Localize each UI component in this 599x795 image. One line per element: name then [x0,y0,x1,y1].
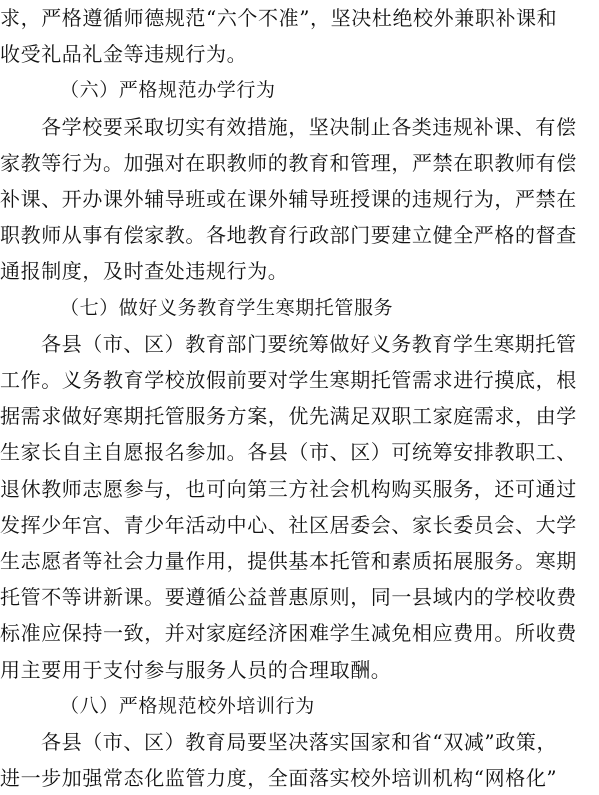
paragraph-line: 据需求做好寒期托管服务方案，优先满足双职工家庭需求，由学 [0,404,577,429]
paragraph-line: 标准应保持一致，并对家庭经济困难学生减免相应费用。所收费 [0,621,577,646]
paragraph-line: 各县（市、区）教育局要坚决落实国家和省“双减”政策， [41,730,558,754]
section-heading: （八）严格规范校外培训行为 [60,694,315,717]
paragraph-line: 家教等行为。加强对在职教师的教育和管理，严禁在职教师有偿 [0,150,577,175]
paragraph-line: 通报制度，及时查处违规行为。 [0,259,289,284]
paragraph-line: 各县（市、区）教育部门要统筹做好义务教育学生寒期托管 [41,331,577,356]
paragraph-line: 用主要用于支付参与服务人员的合理取酬。 [0,657,392,682]
paragraph-line: 补课、开办课外辅导班或在课外辅导班授课的违规行为，严禁在 [0,187,577,211]
paragraph-line: 求，严格遵循师德规范“六个不准”，坚决杜绝校外兼职补课和 [0,6,558,30]
paragraph-line: 发挥少年宫、青少年活动中心、社区居委会、家长委员会、大学 [0,512,577,537]
paragraph-line: 托管不等讲新课。要遵循公益普惠原则，同一县域内的学校收费 [0,585,577,610]
section-heading: （六）严格规范办学行为 [60,79,276,102]
paragraph-line: 职教师从事有偿家教。各地教育行政部门要建立健全严格的督查 [0,223,577,248]
paragraph-line: 退休教师志愿参与，也可向第三方社会机构购买服务，还可通过 [0,476,577,501]
paragraph-line: 工作。义务教育学校放假前要对学生寒期托管需求进行摸底，根 [0,368,577,392]
paragraph-line: 生家长自主自愿报名参加。各县（市、区）可统筹安排教职工、 [0,440,577,465]
paragraph-line: 各学校要采取切实有效措施，坚决制止各类违规补课、有偿 [41,114,577,139]
paragraph-line: 进一步加强常态化监管力度，全面落实校外培训机构“网格化” [0,766,558,791]
section-heading: （七）做好义务教育学生寒期托管服务 [60,296,394,319]
paragraph-line: 生志愿者等社会力量作用，提供基本托管和素质拓展服务。寒期 [0,549,577,573]
paragraph-line: 收受礼品礼金等违规行为。 [0,42,248,67]
